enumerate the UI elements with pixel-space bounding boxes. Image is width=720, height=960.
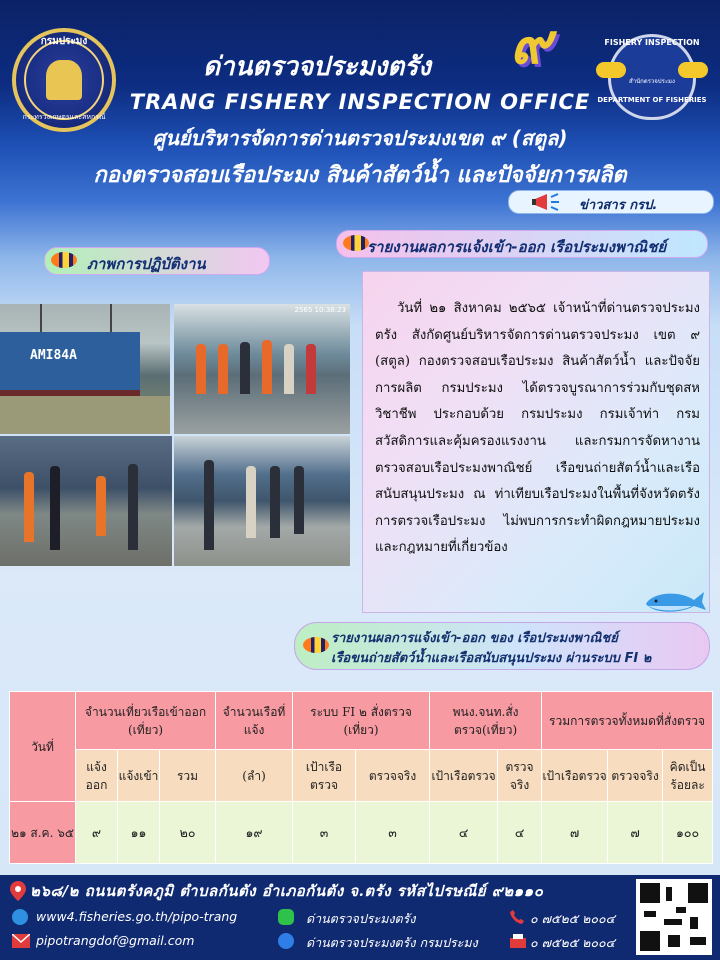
news-pill bbox=[508, 190, 714, 214]
footer-address: ๒๖๘/๒ ถนนตรังคภูมิ ตำบลกันตัง อำเภอกันตัง จ.ตรัง รหัสไปรษณีย์ ๙๒๑๑๐ bbox=[30, 882, 544, 900]
photos-section-label: ภาพการปฏิบัติงาน bbox=[87, 255, 206, 273]
person bbox=[50, 466, 60, 550]
photo-fishing-boat bbox=[0, 304, 170, 434]
table-title-pill bbox=[294, 622, 710, 670]
location-pin-icon bbox=[10, 881, 26, 901]
facebook-icon bbox=[278, 933, 294, 949]
cell-value: ๑๐๐ bbox=[663, 802, 713, 864]
report-paragraph: วันที่ ๒๑ สิงหาคม ๒๕๖๕ เจ้าหน้าที่ด่านตรวจประมงตรัง สังกัดศูนย์บริหารจัดการด่านตรวจประมง เขต ๙ (สตูล) กองตรวจสอบเรือประมง สินค้าสัตว์น้ำ และปัจจัยการผลิต กรมประมง ได้ตรวจบูรณาการร่วมกับชุดสหวิชาชีพ ประกอบด้วย กรมประมง กรมเจ้าท่า กรมสวัสดิการและคุ้มครองแรงงาน และกรมการจัดหางาน ตรวจสอบเรือประมงพาณิชย์ เรือขนถ่ายสัตว์น้ำและเรือสนับสนุนประมง ณ ท่าเทียบเรือประมงในพื้นที่จังหวัดตรัง การตรวจเรือประมง ไม่พบการกระทำผิดกฎหมายประมงและกฎหมายที่เกี่ยวข้อง bbox=[375, 301, 700, 556]
news-label: ข่าวสาร กรป. bbox=[579, 198, 658, 213]
phone-icon bbox=[510, 910, 524, 924]
person bbox=[240, 342, 250, 394]
person bbox=[284, 344, 294, 394]
footer-line-name[interactable]: ด่านตรวจประมงตรัง bbox=[306, 911, 416, 926]
table-title-line1: รายงานผลการแจ้งเข้า-ออก ของ เรือประมงพาณิชย์ bbox=[331, 631, 618, 646]
person bbox=[96, 476, 106, 536]
sub-header: เป้าเรือตรวจ bbox=[542, 750, 608, 802]
footer-phone[interactable]: ๐ ๗๕๒๕ ๒๐๐๔ bbox=[530, 911, 616, 926]
cell-value: ๑๙ bbox=[216, 802, 293, 864]
cell-value: ๗ bbox=[608, 802, 663, 864]
photo-crew-interview bbox=[174, 436, 350, 566]
footer bbox=[0, 875, 720, 960]
footer-facebook-name[interactable]: ด่านตรวจประมงตรัง กรมประมง bbox=[306, 935, 478, 950]
photos-section-pill bbox=[44, 247, 270, 275]
footer-fax[interactable]: ๐ ๗๕๒๕ ๒๐๐๔ bbox=[530, 935, 616, 950]
cell-value: ๔ bbox=[498, 802, 542, 864]
fish-icon bbox=[343, 235, 369, 251]
person bbox=[196, 344, 206, 394]
center-title: ศูนย์บริหารจัดการด่านตรวจประมงเขต ๙ (สตูล) bbox=[152, 126, 568, 150]
person bbox=[204, 460, 214, 550]
person bbox=[218, 344, 228, 394]
cell-value: ๙ bbox=[76, 802, 118, 864]
department-of-fisheries-logo bbox=[12, 28, 116, 132]
footer-email[interactable]: pipotrangdof@gmail.com bbox=[36, 933, 195, 948]
boat-registration: AMI84A bbox=[30, 348, 77, 363]
fish-icon bbox=[51, 252, 77, 268]
photo-inspection-team bbox=[174, 304, 350, 434]
badge-text-middle: สำนักตรวจประมง bbox=[629, 78, 675, 85]
sub-header: ตรวจจริง bbox=[608, 750, 663, 802]
fax-icon bbox=[510, 934, 526, 948]
thai-office-title: ด่านตรวจประมงตรัง bbox=[203, 52, 431, 82]
officer-header: พนง.จนท.สั่งตรวจ(เที่ยว) bbox=[430, 692, 542, 750]
logo-text-bottom: กระทรวงเกษตรและสหกรณ์ bbox=[22, 113, 106, 121]
water bbox=[0, 396, 170, 434]
cell-value: ๔ bbox=[430, 802, 498, 864]
fi2-header: ระบบ FI ๒ สั่งตรวจ (เที่ยว) bbox=[293, 692, 430, 750]
qr-code[interactable] bbox=[636, 879, 712, 955]
photo-document-check bbox=[0, 436, 172, 566]
logo-text-top: กรมประมง bbox=[40, 36, 88, 47]
report-section-pill bbox=[336, 230, 708, 258]
sub-header: เป้าเรือตรวจ bbox=[430, 750, 498, 802]
cell-value: ๓ bbox=[293, 802, 356, 864]
sub-header: แจ้งออก bbox=[76, 750, 118, 802]
cell-value: ๑๑ bbox=[118, 802, 160, 864]
megaphone-icon bbox=[531, 193, 561, 211]
person bbox=[294, 466, 304, 534]
cell-value: ๓ bbox=[356, 802, 430, 864]
photo-timestamp: 2565 10:38:23 bbox=[294, 306, 346, 314]
table-title-line2: เรือขนถ่ายสัตว์น้ำและเรือสนับสนุนประมง ผ่านระบบ FI ๒ bbox=[331, 651, 652, 666]
badge-text-bottom: DEPARTMENT OF FISHERIES bbox=[597, 96, 707, 104]
person bbox=[128, 464, 138, 550]
person bbox=[306, 344, 316, 394]
person bbox=[246, 466, 256, 538]
report-section-label: รายงานผลการแจ้งเข้า-ออก เรือประมงพาณิชย์ bbox=[367, 238, 667, 256]
cell-value: ๗ bbox=[542, 802, 608, 864]
vessels-header: จำนวนเรือที่แจ้ง bbox=[216, 692, 293, 750]
sub-header: (ลำ) bbox=[216, 750, 293, 802]
fishery-inspection-badge bbox=[596, 34, 708, 120]
table-row bbox=[10, 802, 713, 864]
footer-website[interactable]: www4.fisheries.go.th/pipo-trang bbox=[36, 909, 238, 924]
photo-collage bbox=[0, 304, 352, 566]
person bbox=[262, 340, 272, 394]
cell-value: ๒๐ bbox=[160, 802, 216, 864]
boat-hull bbox=[0, 332, 140, 398]
emblem-icon bbox=[46, 60, 82, 100]
person bbox=[270, 466, 280, 538]
sub-header: ตรวจจริง bbox=[498, 750, 542, 802]
sub-header: ตรวจจริง bbox=[356, 750, 430, 802]
zone-number: ๙ bbox=[510, 12, 552, 77]
header bbox=[0, 0, 720, 210]
stats-table bbox=[9, 691, 713, 864]
total-header: รวมการตรวจทั้งหมดที่สั่งตรวจ bbox=[542, 692, 713, 750]
person bbox=[24, 472, 34, 542]
fish-icon bbox=[303, 637, 329, 653]
sub-header: แจ้งเข้า bbox=[118, 750, 160, 802]
date-header: วันที่ bbox=[10, 692, 76, 802]
sub-header: รวม bbox=[160, 750, 216, 802]
globe-icon bbox=[12, 909, 28, 925]
sub-header: คิดเป็นร้อยละ bbox=[663, 750, 713, 802]
trips-header: จำนวนเที่ยวเรือเข้าออก (เที่ยว) bbox=[76, 692, 216, 750]
email-icon bbox=[12, 934, 30, 948]
division-title: กองตรวจสอบเรือประมง สินค้าสัตว์น้ำ และปัจจัยการผลิต bbox=[93, 163, 627, 188]
row-date: ๒๑ ส.ค. ๖๕ bbox=[10, 802, 76, 864]
report-textbox bbox=[362, 271, 710, 613]
sub-header: เป้าเรือตรวจ bbox=[293, 750, 356, 802]
badge-text-top: FISHERY INSPECTION bbox=[604, 38, 700, 47]
english-office-title: TRANG FISHERY INSPECTION OFFICE bbox=[129, 90, 591, 114]
whale-icon bbox=[644, 588, 708, 614]
line-icon bbox=[278, 909, 294, 925]
